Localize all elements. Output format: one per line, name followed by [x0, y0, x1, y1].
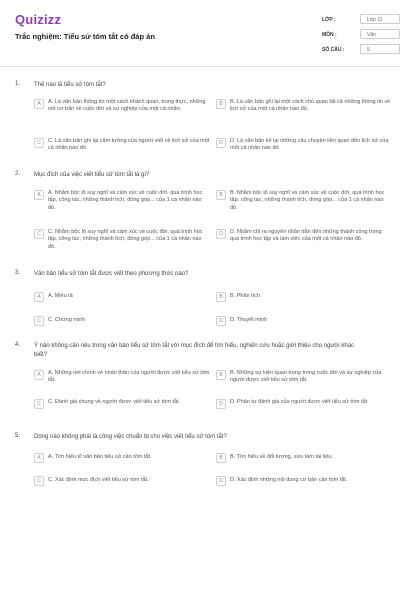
option-text: A. Là văn bản thông tin một cách khách quan, trung thực, những nét cơ bản về cuộc đời và sự nghiệp của một cá nhân. — [48, 99, 206, 113]
count-value: 5 — [360, 44, 400, 54]
option-text: B. Là văn bản ghi lại một cách chủ quan tất cả những thông tin về lịch sử của một cá nhân nào đó. — [230, 99, 391, 113]
option-text: C. Xác định mục đích viết tiểu sử tóm tắt. — [48, 477, 149, 483]
option-text: C. Nhằm bộc lộ suy nghĩ và cảm xúc về cuộc đời, quá trình học tập, công tác, những thành tích, đóng góp... của 1 cá nhân nào đó. — [48, 229, 203, 250]
option-letter-badge: D — [216, 476, 226, 486]
option-text: B. Tìm hiểu về đối tượng, sưu tầm tài liệu. — [230, 454, 333, 460]
worksheet-header — [0, 0, 400, 68]
option-text: D. Xác định những nội dung cơ bản cần tóm tắt. — [230, 477, 348, 483]
worksheet-title: Trắc nghiệm: Tiểu sử tóm tắt có đáp án — [15, 32, 155, 41]
question-number: 5. — [15, 433, 21, 439]
question-number: 1. — [15, 81, 21, 87]
option-letter-badge: D — [216, 399, 226, 409]
quizizz-logo: Quizizz — [15, 12, 62, 27]
question-text: Dòng nào không phải là công việc chuẩn bị cho việc viết tiểu sử tóm tắt? — [34, 434, 227, 440]
option-text: C. Chứng minh — [48, 317, 86, 323]
option-letter-badge: A — [34, 190, 44, 200]
option-text: D. Là văn bản kể lại những câu chuyện liên quan đến lịch sử của một cá nhân nào đó — [230, 138, 389, 152]
option-letter-badge: B — [216, 370, 226, 380]
option-letter-badge: B — [216, 99, 226, 109]
option-letter-badge: A — [34, 292, 44, 302]
question-text: Mục đích của việc viết tiểu sử tóm tắt là gì? — [34, 172, 150, 178]
question-text: Văn bản tiểu sử tóm tắt được viết theo phương thức nào? — [34, 271, 189, 277]
question-number: 3. — [15, 270, 21, 276]
option-letter-badge: B — [216, 292, 226, 302]
option-letter-badge: A — [34, 453, 44, 463]
option-letter-badge: D — [216, 316, 226, 326]
option-letter-badge: B — [216, 190, 226, 200]
option-text: B. Nhằm bộc lộ suy nghĩ và cảm xúc về cuộc đời, quá trình học tập, công tác, những thành tích, đóng góp... của 1 cá nhân nào đó. — [230, 190, 385, 211]
option-letter-badge: B — [216, 453, 226, 463]
option-text: C. Là văn bản ghi lại cảm tưởng của người viết về lịch sử của một cá nhân nào đó — [48, 138, 210, 152]
class-label: LỚP : — [322, 17, 336, 23]
option-letter-badge: C — [34, 316, 44, 326]
option-text: B. Phân tích — [230, 293, 260, 299]
question-number: 4. — [15, 342, 21, 348]
option-text: A. Miêu tả — [48, 293, 73, 299]
option-text: C. Đánh giá chung về người được viết tiểu sử tóm tắt. — [48, 399, 180, 405]
question-text: Ý nào không cần nêu trong văn bản tiểu sử tóm tắt với mục đích để tìm hiểu, nghiên cứu hoặc giới thiệu cho người khác biết? — [34, 343, 355, 358]
header-divider — [0, 66, 400, 67]
count-label: SỐ CÂU : — [322, 47, 345, 53]
option-text: B. Những sự kiện quan trọng trong cuộc đời và sự nghiệp của người được viết tiểu sử tóm tắt. — [230, 370, 382, 384]
option-letter-badge: C — [34, 229, 44, 239]
option-text: A. Những nét chính về nhân thân của người được viết tiểu sử tóm tắt. — [48, 370, 210, 384]
option-text: D. Thuyết minh — [230, 317, 268, 323]
option-letter-badge: A — [34, 370, 44, 380]
option-letter-badge: A — [34, 99, 44, 109]
option-letter-badge: C — [34, 138, 44, 148]
option-text: D. Phân tự đánh giá của người được viết tiểu sử tóm tắt — [230, 399, 368, 405]
subject-value: Văn — [360, 29, 400, 39]
option-letter-badge: C — [34, 399, 44, 409]
option-text: A. Tìm hiểu kĩ văn bản tiểu sử cần tóm tắt. — [48, 454, 152, 460]
option-letter-badge: D — [216, 138, 226, 148]
subject-label: MÔN : — [322, 32, 337, 38]
class-value: Lớp 11 — [360, 14, 400, 24]
option-text: A. Nhằm bộc lộ suy nghĩ và cảm xúc về cuộc đời, quá trình học tập, công tác, những thành tích, đóng góp... của 1 cá nhân nào đó. — [48, 190, 203, 211]
option-letter-badge: C — [34, 476, 44, 486]
option-text: D. Nhằm chỉ ra nguyên nhân dẫn đến những thành công trong quá trình học tập và làm việc của một cá nhân nào đó. — [230, 229, 382, 243]
option-letter-badge: D — [216, 229, 226, 239]
question-number: 2. — [15, 171, 21, 177]
question-text: Thế nào là tiểu sử tóm tắt? — [34, 82, 106, 88]
